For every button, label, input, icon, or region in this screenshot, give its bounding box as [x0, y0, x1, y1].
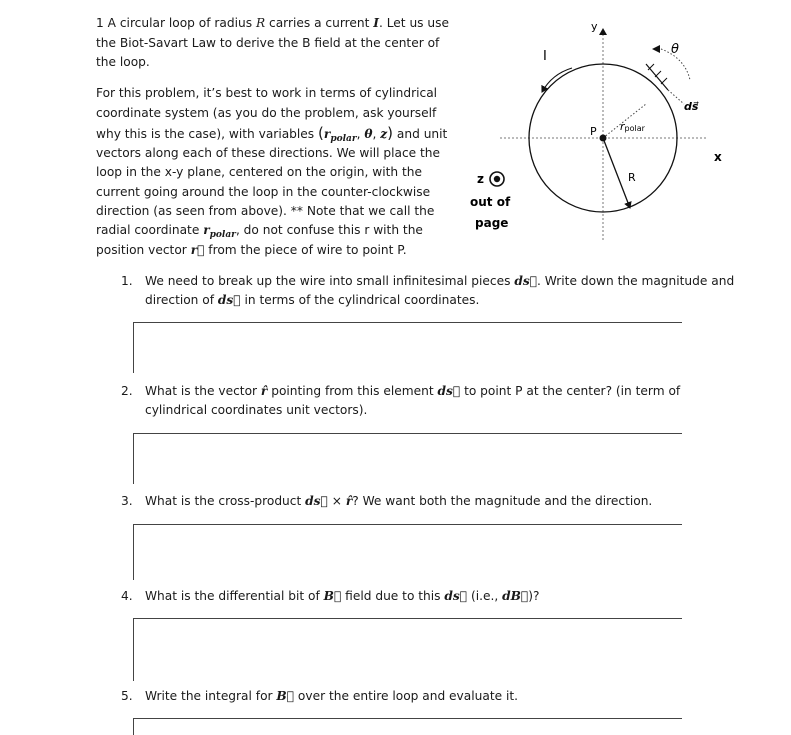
para-text: position vector	[96, 243, 191, 257]
var-B-vector: B⃗	[276, 689, 295, 703]
para-text: , do not confuse this r with the	[235, 223, 423, 237]
para-text: radial coordinate	[96, 223, 204, 237]
question-number: 1.	[121, 274, 133, 288]
var-r-hat: r̂	[260, 384, 268, 398]
question-text: Write the integral for B⃗ over the entire loop and evaluate it.	[145, 689, 519, 703]
var-r: r	[323, 127, 331, 141]
point-P-label: P	[590, 125, 597, 138]
question-text: What is the cross-product ds⃗ × r̂? We want both the magnitude and the direction.	[145, 494, 653, 508]
var-r-vector: r⃗	[190, 243, 205, 257]
problem-intro-line2: the Biot-Savart Law to derive the B field at the center of	[96, 36, 440, 50]
var-ds: ds⃗	[305, 494, 328, 508]
answer-box-5[interactable]	[133, 718, 682, 735]
para-line5: loop in the x-y plane, centered on the origin, with the	[96, 165, 422, 179]
intro-text: . Let us use	[378, 16, 449, 30]
var-R: R	[255, 16, 266, 30]
ds-segment	[646, 64, 668, 90]
question-number: 5.	[121, 689, 133, 703]
question-number: 3.	[121, 494, 133, 508]
rpolar-label: rpolar	[620, 120, 645, 133]
question-text: What is the vector r̂ pointing from this element ds⃗ to point P at the center? (in term of	[145, 384, 681, 398]
ds-dotted	[668, 90, 684, 104]
problem-intro-line1	[96, 14, 449, 34]
answer-box-3[interactable]	[133, 524, 682, 580]
answer-box-4[interactable]	[133, 618, 682, 681]
y-axis-arrow-icon	[599, 28, 607, 35]
page-label: page	[475, 216, 509, 230]
loop-diagram	[460, 14, 750, 254]
ds-label: ds⃗	[684, 100, 699, 113]
var-r-sub: polar	[330, 134, 357, 144]
var-B-vector: B⃗	[323, 589, 342, 603]
question-text: We need to break up the wire into small infinitesimal pieces ds⃗. Write down the magnitude and	[145, 274, 735, 288]
var-z: z	[380, 127, 388, 141]
out-of-label: out of	[470, 195, 511, 209]
answer-box-1[interactable]	[133, 322, 682, 373]
question-text: What is the differential bit of B⃗ field due to this ds⃗ (i.e., dB⃗)?	[145, 589, 540, 603]
para-line3: why this is the case), with variables ($r_{polar}$, θ, z) and unit	[96, 124, 448, 144]
question-2	[121, 382, 741, 422]
problem-number: 1	[96, 16, 104, 30]
current-label: I	[543, 49, 547, 64]
para-line2: coordinate system (as you do the problem, ask yourself	[96, 106, 437, 120]
problem-intro-line3: the loop.	[96, 55, 150, 69]
intro-text: A circular loop of radius	[107, 16, 256, 30]
para-line4: vectors along each of these directions. We will place the	[96, 146, 441, 160]
question-text: cylindrical coordinates unit vectors).	[145, 403, 368, 417]
var-ds: ds⃗	[514, 274, 538, 288]
para-text: and unit	[393, 127, 448, 141]
var-dB-vector: dB⃗	[502, 589, 529, 603]
para-text: from the piece of wire to point P.	[204, 243, 407, 257]
question-1	[121, 272, 741, 312]
answer-box-2[interactable]	[133, 433, 682, 484]
var-theta: θ	[364, 127, 373, 141]
theta-label: θ	[671, 42, 679, 57]
question-5	[121, 687, 741, 707]
para-text: why this is the case), with variables	[96, 127, 319, 141]
theta-arrow-icon	[652, 45, 660, 53]
question-number: 4.	[121, 589, 133, 603]
para-line1: For this problem, it’s best to work in terms of cylindrical	[96, 86, 438, 100]
para-line9	[96, 241, 407, 261]
var-ds: ds⃗	[437, 384, 461, 398]
radius-line	[603, 138, 630, 208]
intro-text: carries a current	[265, 16, 374, 30]
out-of-page-dot-icon	[494, 176, 500, 182]
var-ds: ds⃗	[444, 589, 468, 603]
var-r-hat: r̂	[345, 494, 353, 508]
question-text: direction of ds⃗ in terms of the cylindrical coordinates.	[145, 293, 480, 307]
question-number: 2.	[121, 384, 133, 398]
var-I: I	[373, 16, 379, 30]
para-line7: direction (as seen from above). ** Note that we call the	[96, 204, 435, 218]
var-r-sub: polar	[209, 230, 236, 240]
z-label: z	[477, 172, 484, 186]
var-r: r	[203, 223, 210, 237]
x-axis-label: x	[714, 150, 722, 164]
var-ds: ds⃗	[217, 293, 241, 307]
para-line6: current going around the loop in the counter-clockwise	[96, 185, 431, 199]
question-3	[121, 492, 741, 512]
question-4	[121, 587, 741, 607]
radius-label: R	[628, 171, 636, 184]
y-axis-label: y	[591, 20, 598, 33]
